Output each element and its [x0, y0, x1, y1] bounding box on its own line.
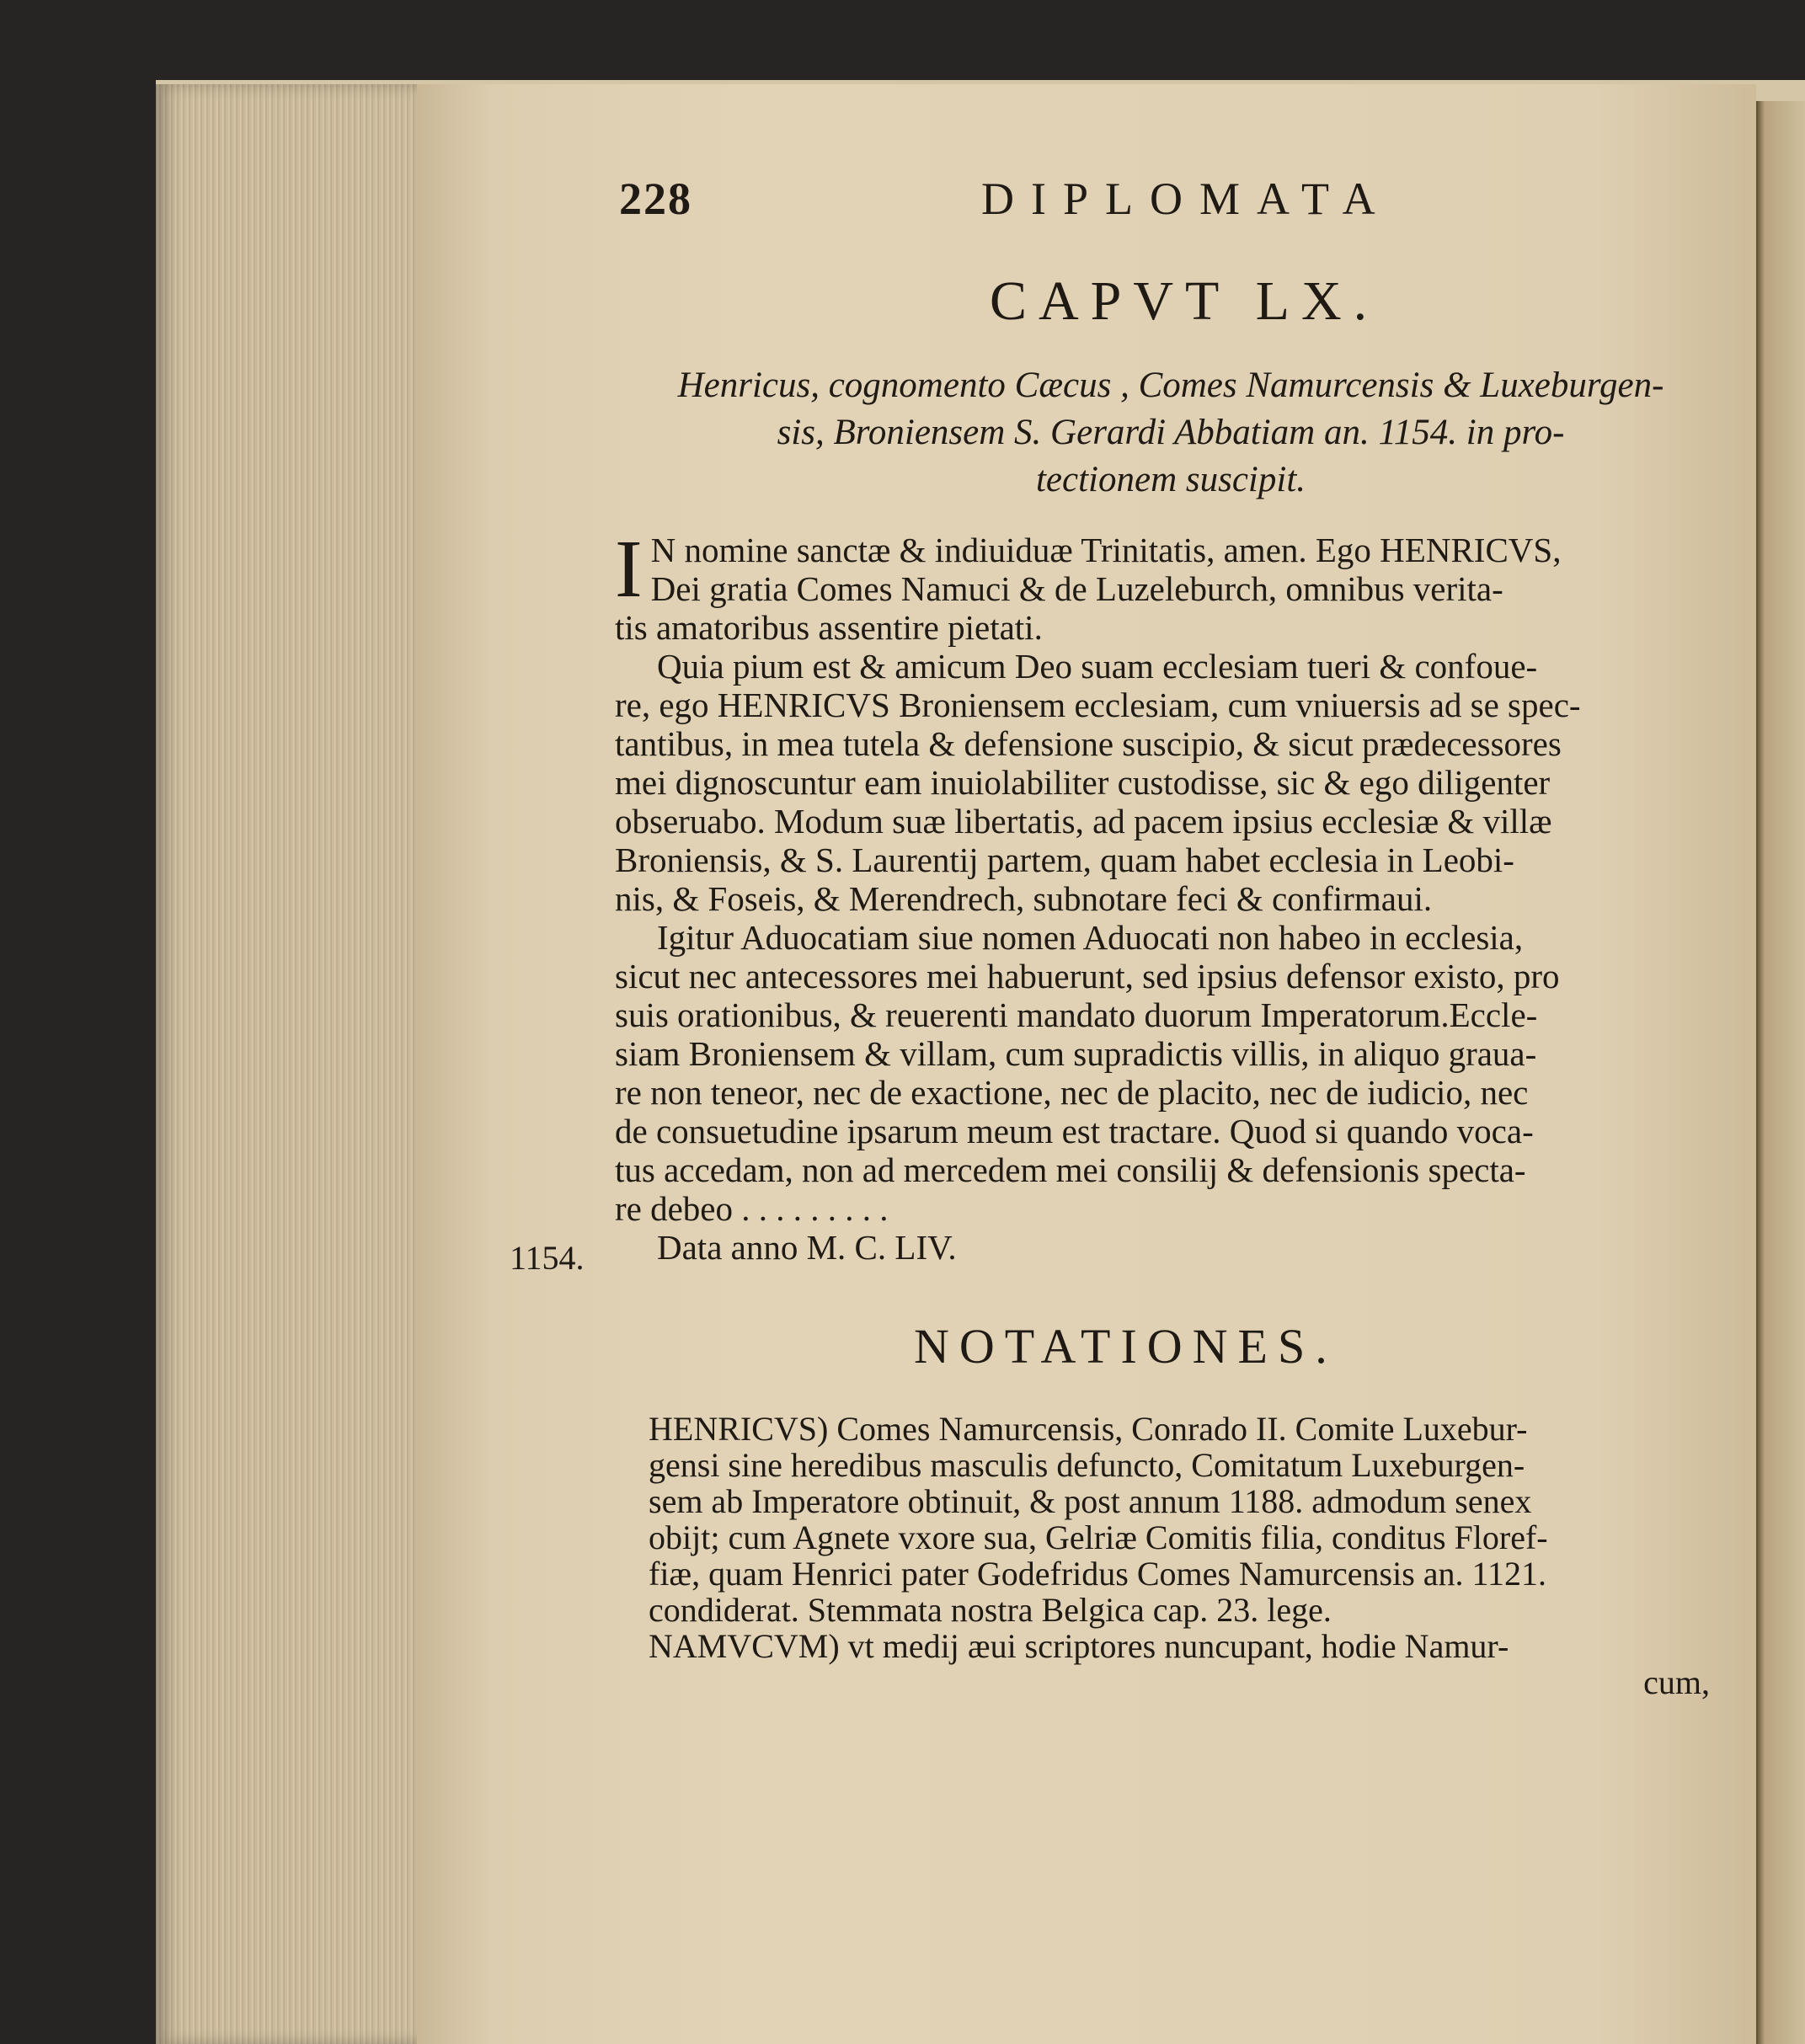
- text-line: mei dignoscuntur eam inuiolabiliter custodisse, sic & ego diligenter: [615, 763, 1551, 802]
- note-line: sem ab Imperatore obtinuit, & post annum 1188. admodum senex: [649, 1482, 1532, 1520]
- page-number: 228: [619, 173, 692, 224]
- note-line: condiderat. Stemmata nostra Belgica cap. 23. lege.: [649, 1591, 1332, 1629]
- notes-heading: NOTATIONES.: [914, 1319, 1338, 1374]
- running-head: [619, 173, 1392, 225]
- text-line: re debeo . . . . . . . . .: [615, 1189, 889, 1228]
- text-line: tis amatoribus assentire pietati.: [615, 608, 1043, 647]
- text-line: obseruabo. Modum suæ libertatis, ad pacem ipsius ecclesiæ & villæ: [615, 802, 1552, 841]
- drop-cap: I: [615, 524, 643, 615]
- summary-line: sis, Broniensem S. Gerardi Abbatiam an. 1154. in pro-: [777, 413, 1565, 452]
- diploma-text: [615, 524, 1710, 1267]
- date-line: Data anno M. C. LIV.: [657, 1228, 957, 1267]
- notes-text: [649, 1411, 1710, 1700]
- summary-line: Henricus, cognomento Cæcus , Comes Namurcensis & Luxeburgen-: [677, 366, 1664, 405]
- running-title: DIPLOMATA: [981, 173, 1392, 224]
- note-line: obijt; cum Agnete vxore sua, Gelriæ Comitis filia, conditus Floref-: [649, 1518, 1548, 1556]
- note-line: NAMVCVM) vt medij æui scriptores nuncupant, hodie Namur-: [649, 1627, 1509, 1665]
- text-line: tus accedam, non ad mercedem mei consilij & defensionis specta-: [615, 1150, 1526, 1189]
- note-line: HENRICVS) Comes Namurcensis, Conrado II. Comite Luxebur-: [649, 1410, 1528, 1448]
- next-page-edge: [1756, 101, 1805, 2044]
- text-line: Quia pium est & amicum Deo suam ecclesiam tueri & confoue-: [657, 647, 1538, 686]
- text-line: de consuetudine ipsarum meum est tractare. Quod si quando voca-: [615, 1112, 1534, 1150]
- text-line: re, ego HENRICVS Broniensem ecclesiam, cum vniuersis ad se spec-: [615, 686, 1581, 724]
- chapter-summary: [623, 362, 1718, 504]
- text-line: tantibus, in mea tutela & defensione suscipio, & sicut prædecessores: [615, 724, 1562, 763]
- note-line: gensi sine heredibus masculis defuncto, Comitatum Luxeburgen-: [649, 1446, 1525, 1484]
- text-line: N nomine sanctæ & indiuiduæ Trinitatis, amen. Ego HENRICVS,: [650, 531, 1562, 569]
- margin-date: 1154.: [510, 1239, 585, 1277]
- catchword: cum,: [1643, 1663, 1710, 1701]
- text-line: siam Broniensem & villam, cum supradictis villis, in aliquo graua-: [615, 1034, 1537, 1073]
- chapter-title: CAPVT LX.: [990, 270, 1380, 332]
- page-edges: [156, 84, 417, 2044]
- text-line: suis orationibus, & reuerenti mandato duorum Imperatorum.Eccle-: [615, 995, 1538, 1034]
- note-line: fiæ, quam Henrici pater Godefridus Comes Namurcensis an. 1121.: [649, 1555, 1547, 1593]
- text-line: Dei gratia Comes Namuci & de Luzeleburch, omnibus verita-: [650, 569, 1503, 608]
- text-line: Igitur Aduocatiam siue nomen Aduocati non habeo in ecclesia,: [657, 918, 1524, 957]
- text-line: sicut nec antecessores mei habuerunt, sed ipsius defensor existo, pro: [615, 957, 1560, 995]
- text-line: Broniensis, & S. Laurentij partem, quam habet ecclesia in Leobi-: [615, 841, 1514, 879]
- summary-line: tectionem suscipit.: [1035, 460, 1306, 499]
- text-line: re non teneor, nec de exactione, nec de placito, nec de iudicio, nec: [615, 1073, 1529, 1112]
- text-line: nis, & Foseis, & Merendrech, subnotare feci & confirmaui.: [615, 879, 1433, 918]
